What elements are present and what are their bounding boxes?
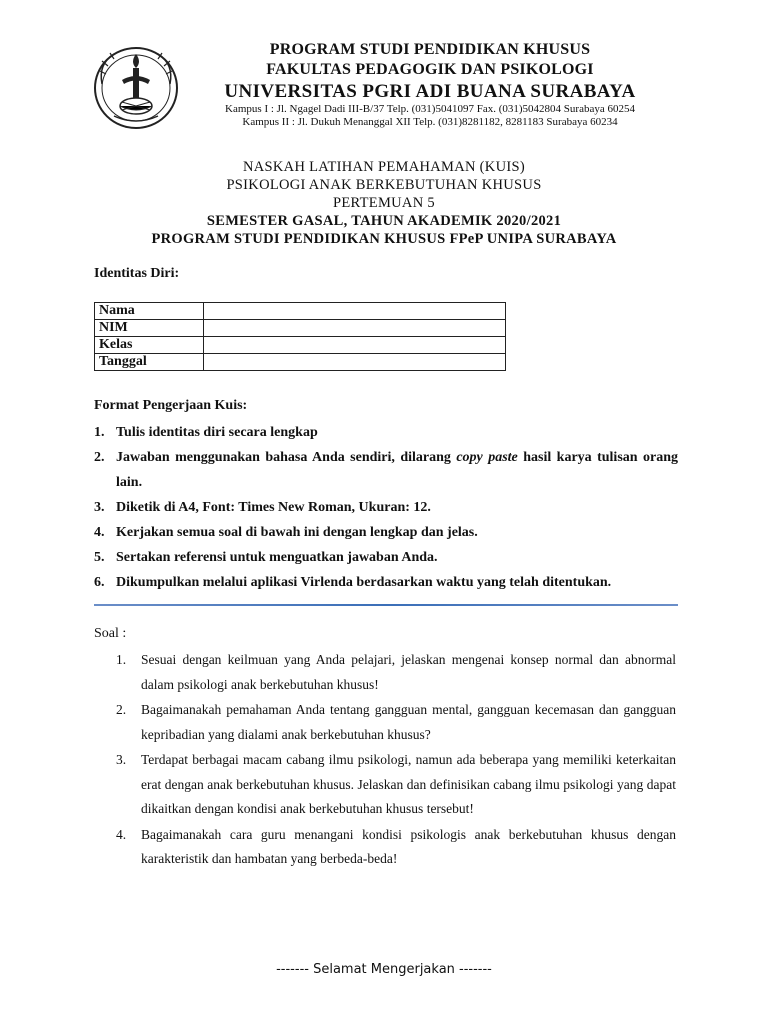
field-value[interactable] bbox=[204, 337, 506, 354]
title-line: NASKAH LATIHAN PEMAHAMAN (KUIS) bbox=[243, 159, 525, 175]
field-value[interactable] bbox=[204, 303, 506, 320]
faculty-name: FAKULTAS PEDAGOGIK DAN PSIKOLOGI bbox=[266, 61, 594, 78]
item-text: Kerjakan semua soal di bawah ini dengan lengkap dan jelas. bbox=[116, 525, 478, 540]
campus-address-2: Kampus II : Jl. Dukuh Menanggal XII Telp. (031)8281182, 8281183 Surabaya 60234 bbox=[242, 116, 618, 128]
item-number: 3. bbox=[116, 752, 127, 767]
item-text: Jawaban menggunakan bahasa Anda sendiri, dilarang bbox=[116, 450, 457, 465]
field-value[interactable] bbox=[204, 320, 506, 337]
item-text: Sertakan referensi untuk menguatkan jawaban Anda. bbox=[116, 550, 438, 565]
list-item bbox=[94, 570, 678, 595]
item-number: 4. bbox=[94, 525, 105, 540]
title-line: SEMESTER GASAL, TAHUN AKADEMIK 2020/2021 bbox=[206, 213, 562, 229]
list-item bbox=[116, 823, 676, 872]
table-row bbox=[95, 303, 506, 320]
letterhead bbox=[0, 0, 768, 150]
title-line: PERTEMUAN 5 bbox=[333, 195, 435, 211]
field-value[interactable] bbox=[204, 354, 506, 371]
list-item bbox=[94, 545, 678, 570]
list-item bbox=[94, 420, 678, 445]
format-heading: Format Pengerjaan Kuis: bbox=[94, 398, 248, 413]
format-rules-list bbox=[94, 420, 678, 595]
list-item bbox=[94, 520, 678, 545]
table-row bbox=[95, 354, 506, 371]
item-text: Dikumpulkan melalui aplikasi Virlenda berdasarkan waktu yang telah ditentukan. bbox=[116, 575, 612, 590]
item-number: 3. bbox=[94, 500, 105, 515]
identity-table bbox=[94, 302, 506, 371]
title-line: PROGRAM STUDI PENDIDIKAN KHUSUS FPeP UNIPA SURABAYA bbox=[151, 231, 617, 247]
title-line: PSIKOLOGI ANAK BERKEBUTUHAN KHUSUS bbox=[226, 177, 542, 193]
field-label: NIM bbox=[95, 320, 204, 337]
item-number: 2. bbox=[116, 702, 127, 717]
questions-list bbox=[116, 648, 676, 873]
list-item bbox=[116, 748, 676, 822]
list-item bbox=[94, 445, 678, 495]
question-text: Terdapat berbagai macam cabang ilmu psikologi, namun ada beberapa yang memiliki keterkaitan erat dengan anak berkebutuhan khusus. Jelaskan dan definisikan cabang ilmu psikologi yang dapat dikaitkan dengan kondisi anak berkebutuhan khusus tersebut! bbox=[141, 752, 676, 816]
item-emphasis: copy paste bbox=[456, 450, 518, 465]
field-label: Nama bbox=[95, 303, 204, 320]
field-label: Kelas bbox=[95, 337, 204, 354]
item-number: 1. bbox=[116, 652, 127, 667]
list-item bbox=[116, 698, 676, 747]
question-text: Bagaimanakah cara guru menangani kondisi psikologis anak berkebutuhan khusus dengan karakteristik dan hambatan yang berbeda-beda! bbox=[141, 826, 676, 866]
item-number: 6. bbox=[94, 575, 105, 590]
item-number: 1. bbox=[94, 425, 105, 440]
section-divider bbox=[94, 604, 678, 606]
questions-heading: Soal : bbox=[94, 626, 127, 641]
letterhead-text bbox=[190, 40, 670, 129]
document-titles bbox=[0, 158, 768, 248]
closing-message: ------- Selamat Mengerjakan ------- bbox=[276, 962, 492, 977]
university-seal-icon bbox=[92, 44, 180, 132]
list-item bbox=[94, 495, 678, 520]
question-text: Sesuai dengan keilmuan yang Anda pelajari, jelaskan mengenai konsep normal dan abnormal dalam psikologi anak berkebutuhan khusus! bbox=[141, 652, 676, 692]
table-row bbox=[95, 337, 506, 354]
question-text: Bagaimanakah pemahaman Anda tentang gangguan mental, gangguan kecemasan dan gangguan kepribadian yang dialami anak berkebutuhan khusus? bbox=[141, 702, 676, 742]
campus-address-1: Kampus I : Jl. Ngagel Dadi III-B/37 Telp. (031)5041097 Fax. (031)5042804 Surabaya 60254 bbox=[225, 103, 635, 115]
program-name: PROGRAM STUDI PENDIDIKAN KHUSUS bbox=[269, 41, 591, 58]
item-text: hasil karya tulisan orang lain. bbox=[116, 450, 678, 490]
field-label: Tanggal bbox=[95, 354, 204, 371]
item-text: Tulis identitas diri secara lengkap bbox=[116, 425, 318, 440]
item-number: 4. bbox=[116, 826, 127, 842]
identity-heading: Identitas Diri: bbox=[94, 266, 180, 281]
university-name: UNIVERSITAS PGRI ADI BUANA SURABAYA bbox=[224, 81, 636, 102]
item-number: 5. bbox=[94, 550, 105, 565]
list-item bbox=[116, 648, 676, 697]
table-row bbox=[95, 320, 506, 337]
item-text: Diketik di A4, Font: Times New Roman, Ukuran: 12. bbox=[116, 500, 431, 515]
item-number: 2. bbox=[94, 450, 105, 465]
